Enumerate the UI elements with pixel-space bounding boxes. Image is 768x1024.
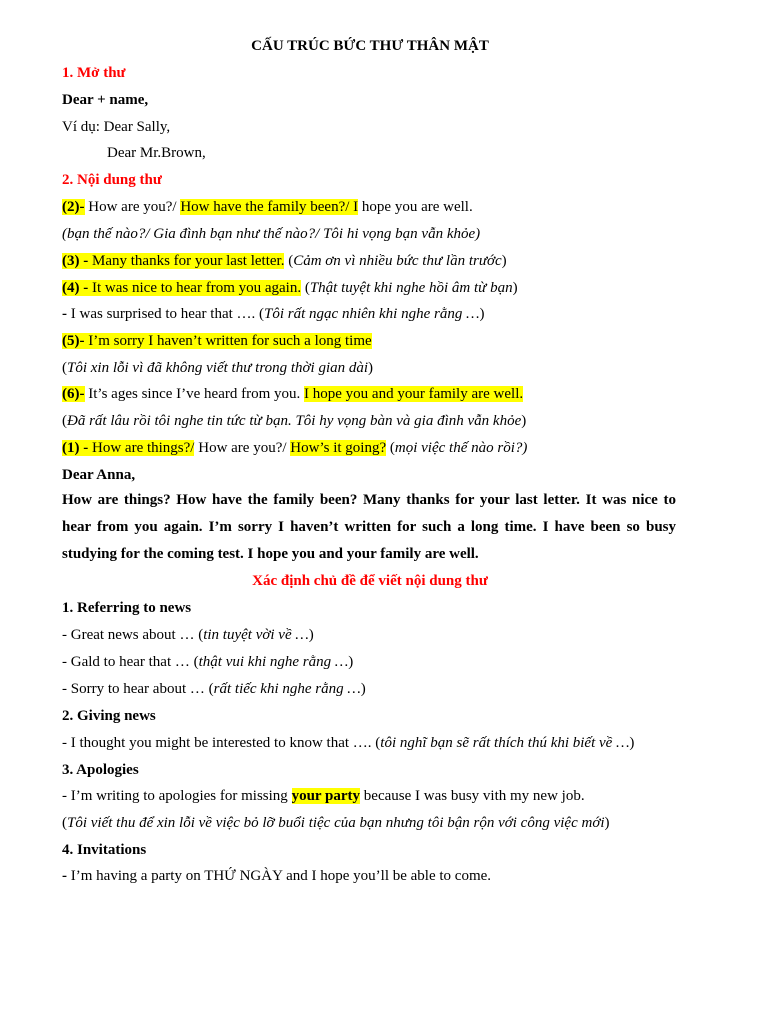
paren: )	[348, 654, 354, 670]
topic-heading: Xác định chủ đề để viết nội dung thư	[252, 573, 488, 589]
item-translation: rất tiếc khi nghe rằng …	[213, 681, 361, 697]
item-translation: tôi nghĩ bạn sẽ rất thích thú khi biết về …	[380, 735, 630, 751]
dear-anna: Dear Anna,	[62, 467, 136, 483]
item-translation: thật vui khi nghe rằng …	[198, 654, 349, 670]
paren: )	[368, 360, 374, 376]
dear-name-line: Dear + name,	[62, 92, 149, 108]
phrase-translation-5	[62, 358, 373, 378]
item-text: - Gald to hear that … (	[62, 654, 199, 670]
news-item-3	[62, 679, 366, 699]
phrase-line-4b	[62, 304, 484, 324]
phrase-line-5	[62, 331, 372, 351]
phrase-number: (3) -	[62, 253, 92, 269]
item-text: - I’m writing to apologies for missing	[62, 788, 292, 804]
sample-letter-paragraph: How are things? How have the family been? Many thanks for your last letter. It was nice to hear from you again. I’m sorry I haven’t written for such a long time. I have been so busy studying for the coming test. I hope you and your family are well.	[62, 492, 676, 562]
phrase-highlight: I’m sorry I haven’t written for such a long time	[84, 333, 372, 349]
phrase-translation: mọi việc thế nào rồi?)	[394, 440, 528, 456]
paren: (	[284, 253, 294, 269]
phrase-line-4	[62, 278, 518, 298]
phrase-text: It’s ages since I’ve heard from you.	[84, 386, 305, 402]
paren: (	[62, 413, 67, 429]
phrase-line-3	[62, 251, 507, 271]
example-line-2: Dear Mr.Brown,	[107, 145, 206, 161]
phrase-translation-2: (bạn thế nào?/ Gia đình bạn như thế nào?/ Tôi hi vọng bạn vẫn khỏe)	[62, 226, 481, 242]
example-line-1: Ví dụ: Dear Sally,	[62, 119, 171, 135]
paren: (	[301, 280, 310, 296]
phrase-number: (2)-	[62, 199, 85, 215]
news-item-2	[62, 652, 353, 672]
document-title: CẤU TRÚC BỨC THƯ THÂN MẬT	[251, 38, 489, 54]
paren: )	[604, 815, 610, 831]
phrase-line-2	[62, 197, 473, 217]
dash: -	[62, 868, 71, 884]
phrase-translation: Tôi rất ngạc nhiên khi nghe rằng …	[264, 306, 480, 322]
phrase-highlight: It was nice to hear from you again.	[92, 280, 302, 296]
phrase-line-1	[62, 438, 527, 458]
paren: (	[62, 815, 67, 831]
heading-referring-news: 1. Referring to news	[62, 600, 192, 616]
phrase-text: How are you?/	[194, 440, 291, 456]
phrase-highlight: I hope you and your family are well.	[304, 386, 524, 402]
phrase-number: (1) -	[62, 440, 92, 456]
item-text: I’m having a party on THỨ NGÀY and I hope you’ll be able to come.	[70, 868, 492, 884]
phrase-translation: Thật tuyệt khi nghe hồi âm từ bạn	[309, 280, 513, 296]
item-highlight: your party	[291, 788, 361, 804]
section-heading-letter-body: 2. Nội dung thư	[62, 172, 162, 188]
phrase-translation: Tôi xin lỗi vì đã không viết thư trong thời gian dài	[67, 360, 369, 376]
phrase-highlight: How are things?/	[92, 440, 195, 456]
item-text: - I thought you might be interested to know that …. (	[62, 735, 381, 751]
paren: (	[386, 440, 395, 456]
phrase-highlight: How have the family been?/ I	[180, 199, 359, 215]
paren: )	[308, 627, 314, 643]
phrase-highlight: Many thanks for your last letter.	[92, 253, 285, 269]
paren: )	[512, 280, 518, 296]
phrase-number: (5)-	[62, 333, 85, 349]
paren: (	[62, 360, 67, 376]
item-text: - Sorry to hear about … (	[62, 681, 214, 697]
phrase-highlight: How’s it going?	[290, 440, 387, 456]
phrase-text: hope you are well.	[358, 199, 473, 215]
item-translation: Tôi viết thu để xin lỗi về việc bỏ lỡ buổi tiệc của bạn nhưng tôi bận rộn với công việc mới	[67, 815, 605, 831]
apology-translation	[62, 813, 610, 833]
phrase-number: (4) -	[62, 280, 92, 296]
invitation-item-1	[62, 866, 491, 886]
phrase-text: I was surprised to hear that …. (	[70, 306, 265, 322]
item-translation: tin tuyệt vời về …	[203, 627, 309, 643]
item-text: because I was busy vith my new job.	[360, 788, 585, 804]
section-heading-open-letter: 1. Mở thư	[62, 65, 126, 81]
heading-giving-news: 2. Giving news	[62, 708, 156, 724]
heading-invitations: 4. Invitations	[62, 842, 147, 858]
item-text: - Great news about … (	[62, 627, 204, 643]
giving-item-1	[62, 733, 634, 753]
phrase-translation: Cảm ơn vì nhiều bức thư lần trước	[293, 253, 502, 269]
phrase-line-6	[62, 384, 523, 404]
paren: )	[501, 253, 507, 269]
phrase-number: (6)-	[62, 386, 85, 402]
paren: )	[521, 413, 527, 429]
apology-item-1	[62, 786, 585, 806]
phrase-translation: Đã rất lâu rồi tôi nghe tin tức từ bạn. Tôi hy vọng bàn và gia đình vẫn khỏe	[67, 413, 522, 429]
phrase-translation-6	[62, 411, 526, 431]
phrase-text: How are you?/	[84, 199, 181, 215]
news-item-1	[62, 625, 314, 645]
paren: )	[629, 735, 635, 751]
paren: )	[479, 306, 485, 322]
heading-apologies: 3. Apologies	[62, 762, 139, 778]
paren: )	[360, 681, 366, 697]
dash: -	[62, 306, 71, 322]
